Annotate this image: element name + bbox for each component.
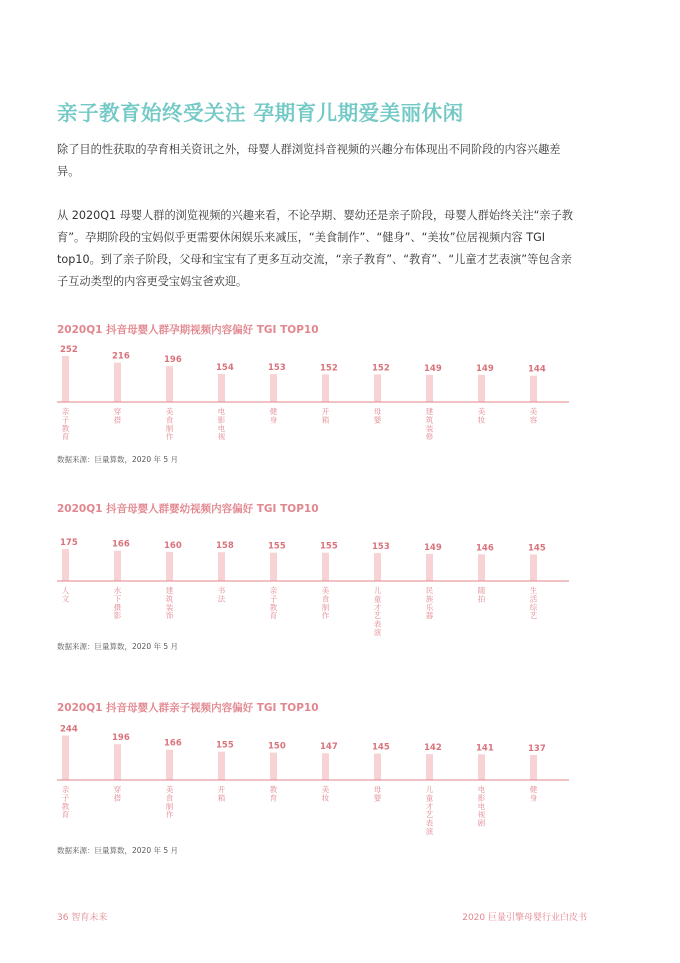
data-label: 152 xyxy=(320,363,338,374)
category-label: 开箱 xyxy=(321,407,330,425)
data-label: 154 xyxy=(216,362,234,373)
chart-title: 2020Q1 抖音母婴人群亲子视频内容偏好 TGI TOP10 xyxy=(57,702,319,714)
bar xyxy=(426,754,433,780)
bar xyxy=(322,374,329,402)
category-label: 母婴 xyxy=(373,785,382,803)
category-label: 穿搭 xyxy=(113,407,122,425)
intro-paragraph: 除了目的性获取的孕育相关资讯之外，母婴人群浏览抖音视频的兴趣分布体现出不同阶段的内容兴趣差异。 xyxy=(57,143,561,178)
category-label: 电影电视剧 xyxy=(477,785,486,828)
bar xyxy=(166,366,173,402)
data-label: 244 xyxy=(60,724,78,735)
bar xyxy=(166,552,173,581)
bar xyxy=(374,553,381,581)
data-label: 152 xyxy=(372,363,390,374)
bar xyxy=(270,753,277,780)
data-label: 142 xyxy=(424,743,442,754)
bar xyxy=(218,552,225,581)
category-label: 开箱 xyxy=(217,785,226,803)
bar xyxy=(270,374,277,402)
category-label: 亲子教育 xyxy=(61,407,70,442)
data-label: 150 xyxy=(268,741,286,752)
bar xyxy=(530,376,537,402)
data-label: 158 xyxy=(216,541,234,552)
category-label: 生活综艺 xyxy=(529,586,538,621)
category-label: 穿搭 xyxy=(113,785,122,803)
data-label: 137 xyxy=(528,744,546,754)
data-label: 252 xyxy=(60,345,78,355)
bar xyxy=(114,551,121,581)
bar-chart-svg xyxy=(57,716,569,844)
category-label: 儿童才艺表演 xyxy=(425,785,434,836)
category-label: 健身 xyxy=(269,407,278,425)
category-label: 美容 xyxy=(529,407,538,425)
data-label: 141 xyxy=(476,743,494,754)
bar xyxy=(374,754,381,781)
category-label: 水下摄影 xyxy=(113,586,122,621)
bar xyxy=(218,752,225,780)
category-label: 美妆 xyxy=(477,407,486,425)
data-label: 175 xyxy=(60,538,78,549)
bar xyxy=(478,375,485,402)
data-label: 149 xyxy=(476,363,494,374)
bar xyxy=(114,744,121,780)
category-label: 美食制作 xyxy=(165,407,174,442)
data-source: 数据来源：巨量算数，2020 年 5 月 xyxy=(57,642,179,651)
data-label: 145 xyxy=(528,543,546,554)
chart-title: 2020Q1 抖音母婴人群孕期视频内容偏好 TGI TOP10 xyxy=(57,324,319,336)
category-label: 健身 xyxy=(529,785,538,803)
bar xyxy=(62,356,69,402)
data-label: 196 xyxy=(164,355,182,366)
footer-page-label: 36 智育未来 xyxy=(57,913,108,923)
bar xyxy=(374,374,381,402)
category-label: 美食制作 xyxy=(321,586,330,621)
data-label: 149 xyxy=(424,542,442,553)
bar-chart-svg xyxy=(57,338,569,456)
bar xyxy=(530,755,537,780)
data-label: 149 xyxy=(424,363,442,374)
bar-chart-svg xyxy=(57,517,569,637)
bar xyxy=(62,736,69,781)
bar xyxy=(62,549,69,581)
category-label: 书法 xyxy=(217,586,226,604)
bar xyxy=(426,375,433,402)
footer-publication: 2020 巨量引擎母婴行业白皮书 xyxy=(462,913,587,923)
category-label: 美食制作 xyxy=(165,785,174,820)
category-label: 人文 xyxy=(61,586,70,604)
category-label: 亲子教育 xyxy=(269,586,278,621)
category-label: 母婴 xyxy=(373,407,382,425)
data-label: 144 xyxy=(528,364,546,375)
category-label: 建筑装饰 xyxy=(165,586,174,621)
bar xyxy=(322,553,329,581)
bar xyxy=(322,753,329,780)
chart-title: 2020Q1 抖音母婴人群婴幼视频内容偏好 TGI TOP10 xyxy=(57,503,319,515)
bar xyxy=(478,554,485,581)
category-label: 教育 xyxy=(269,785,278,803)
data-label: 166 xyxy=(164,738,182,749)
bar xyxy=(478,754,485,780)
data-label: 166 xyxy=(112,539,130,550)
data-label: 155 xyxy=(268,541,286,552)
bar xyxy=(270,553,277,581)
data-label: 153 xyxy=(268,363,286,374)
bar xyxy=(114,363,121,402)
category-label: 电影电视 xyxy=(217,407,226,442)
category-label: 随拍 xyxy=(477,586,486,604)
analysis-paragraph: 从 2020Q1 母婴人群的浏览视频的兴趣来看，不论孕期、婴幼还是亲子阶段，母婴人群始终关注“亲子教育”。孕期阶段的宝妈似乎更需要休闲娱乐来减压，“美食制作”、“健身”、“美妆”位居视频内容 TGI top10。到了亲子阶段，父母和宝宝有了更多互动交流，“亲子教育”、“教育”、“儿童才艺表演”等包含亲子互动类型的内容更受宝妈宝爸欢迎。 xyxy=(57,209,573,288)
bar xyxy=(166,750,173,780)
data-label: 153 xyxy=(372,542,390,553)
bar xyxy=(218,374,225,402)
data-source: 数据来源：巨量算数，2020 年 5 月 xyxy=(57,455,179,464)
data-label: 155 xyxy=(216,740,234,751)
category-label: 亲子教育 xyxy=(61,785,70,820)
data-label: 147 xyxy=(320,742,338,753)
data-label: 216 xyxy=(112,351,130,362)
data-label: 146 xyxy=(476,543,494,554)
category-label: 儿童才艺表演 xyxy=(373,586,382,637)
category-label: 建筑装修 xyxy=(425,407,434,442)
data-label: 196 xyxy=(112,733,130,744)
data-label: 160 xyxy=(164,540,182,551)
category-label: 美妆 xyxy=(321,785,330,803)
data-label: 155 xyxy=(320,541,338,552)
data-label: 145 xyxy=(372,742,390,753)
bar xyxy=(530,555,537,582)
page-title: 亲子教育始终受关注 孕期育儿期爱美丽休闲 xyxy=(57,101,464,125)
category-label: 民族乐器 xyxy=(425,586,434,621)
bar xyxy=(426,554,433,581)
data-source: 数据来源：巨量算数，2020 年 5 月 xyxy=(57,846,179,855)
